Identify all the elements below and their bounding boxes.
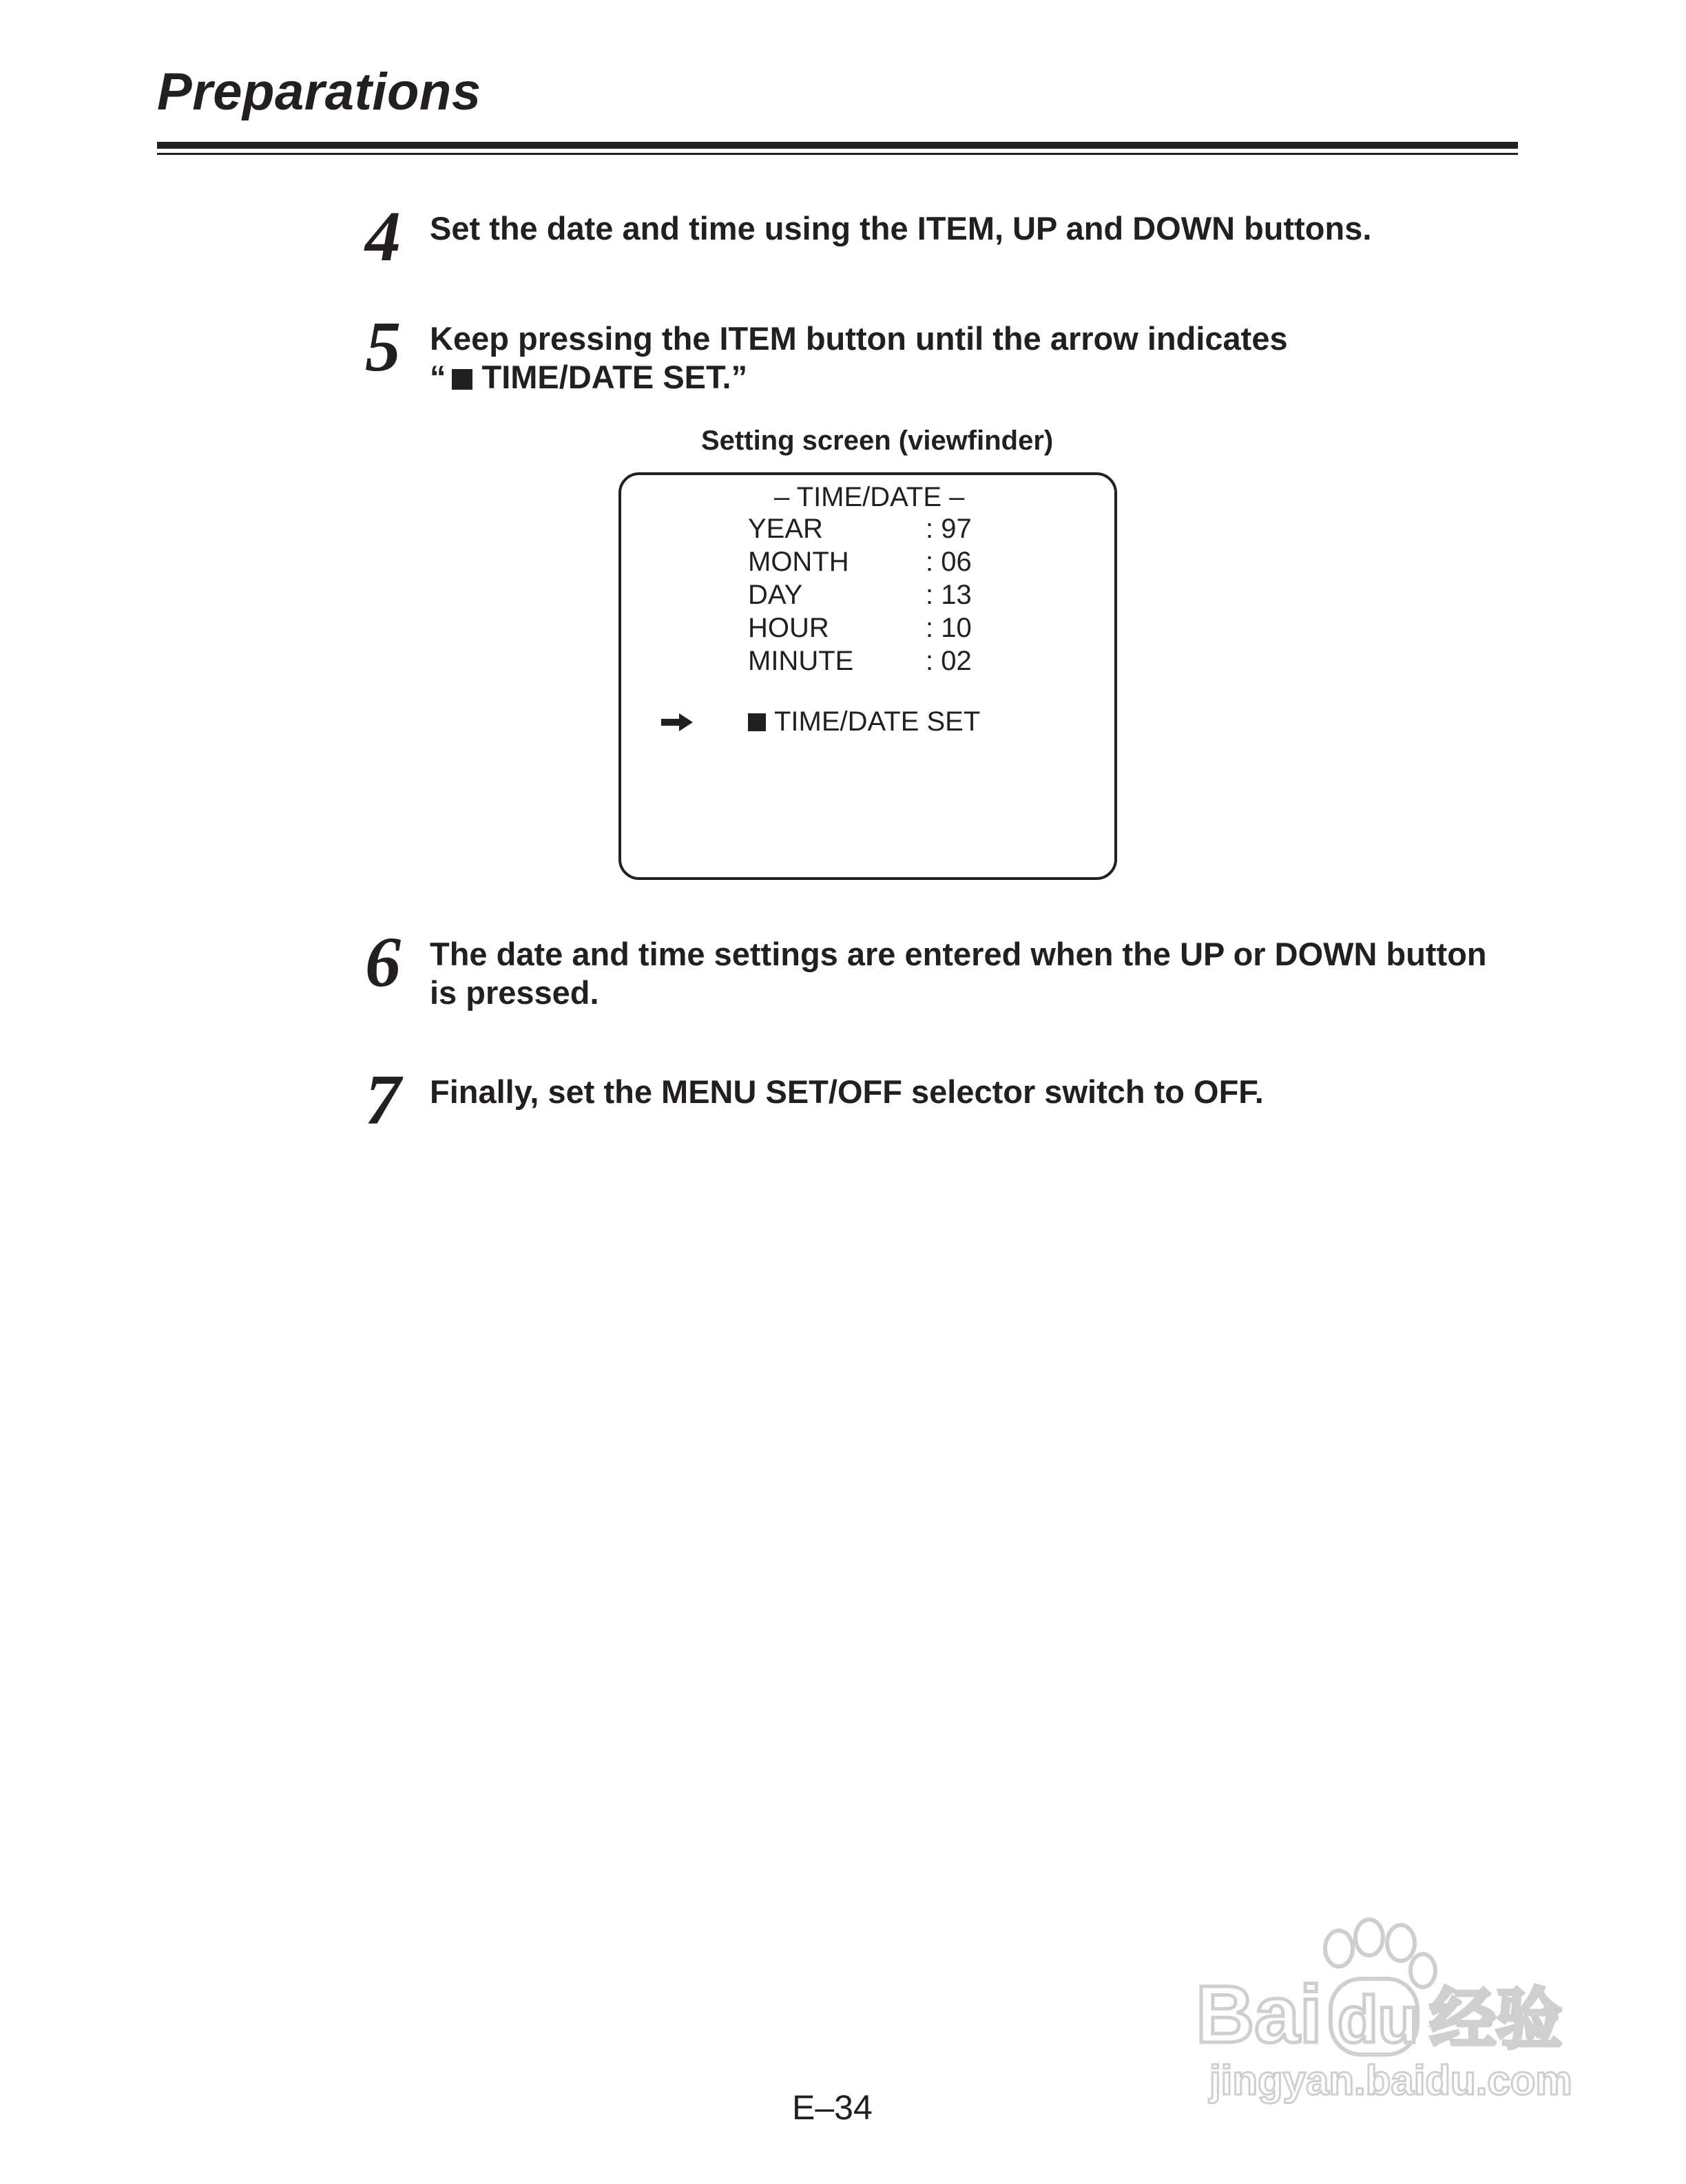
row-value: : 06 [926, 547, 972, 577]
step-text: The date and time settings are entered when the UP or DOWN button is pressed. [430, 936, 1487, 1011]
square-bullet-icon [748, 713, 766, 731]
row-label: HOUR [748, 613, 829, 643]
header-rule-thin [157, 153, 1518, 155]
right-arrow-icon [661, 713, 693, 731]
row-label: MINUTE [748, 646, 854, 676]
step-text: Finally, set the MENU SET/OFF selector switch to OFF. [430, 1073, 1264, 1110]
section-title: Preparations [157, 63, 481, 121]
viewfinder-screen [618, 472, 1117, 880]
row-value: : 02 [926, 646, 972, 676]
step-text-line-2 [430, 358, 1288, 397]
svg-text:经验: 经验 [1430, 1981, 1562, 2058]
step-number: 4 [365, 197, 401, 276]
viewfinder-caption: Setting screen (viewfinder) [701, 426, 1054, 456]
close-quote: ” [731, 359, 748, 395]
row-value: : 10 [926, 613, 972, 643]
page-number: E–34 [792, 2088, 873, 2127]
viewfinder-set-item [748, 705, 980, 738]
row-value: : 13 [926, 580, 972, 610]
svg-text:du: du [1338, 1983, 1419, 2057]
row-label: MONTH [748, 547, 849, 577]
svg-text:jingyan.baidu.com: jingyan.baidu.com [1209, 2057, 1572, 2103]
header-rule-thick [157, 142, 1518, 149]
open-quote: “ [430, 359, 446, 395]
baidu-watermark-logo [1182, 1907, 1581, 2107]
step-number: 7 [365, 1060, 401, 1140]
viewfinder-title: – TIME/DATE – [774, 482, 965, 512]
svg-text:Bai: Bai [1196, 1969, 1322, 2060]
row-label: YEAR [748, 514, 823, 544]
row-label: DAY [748, 580, 803, 610]
step-number: 6 [365, 923, 401, 1002]
square-bullet-icon [452, 369, 472, 390]
step-number: 5 [365, 307, 401, 386]
step-text-line-1: Keep pressing the ITEM button until the arrow indicates [430, 320, 1288, 357]
step-text: Set the date and time using the ITEM, UP and DOWN buttons. [430, 210, 1372, 246]
time-date-set-label: TIME/DATE SET. [481, 359, 731, 395]
row-value: : 97 [926, 514, 972, 544]
step-text [430, 319, 1288, 397]
set-item-label: TIME/DATE SET [774, 706, 981, 737]
